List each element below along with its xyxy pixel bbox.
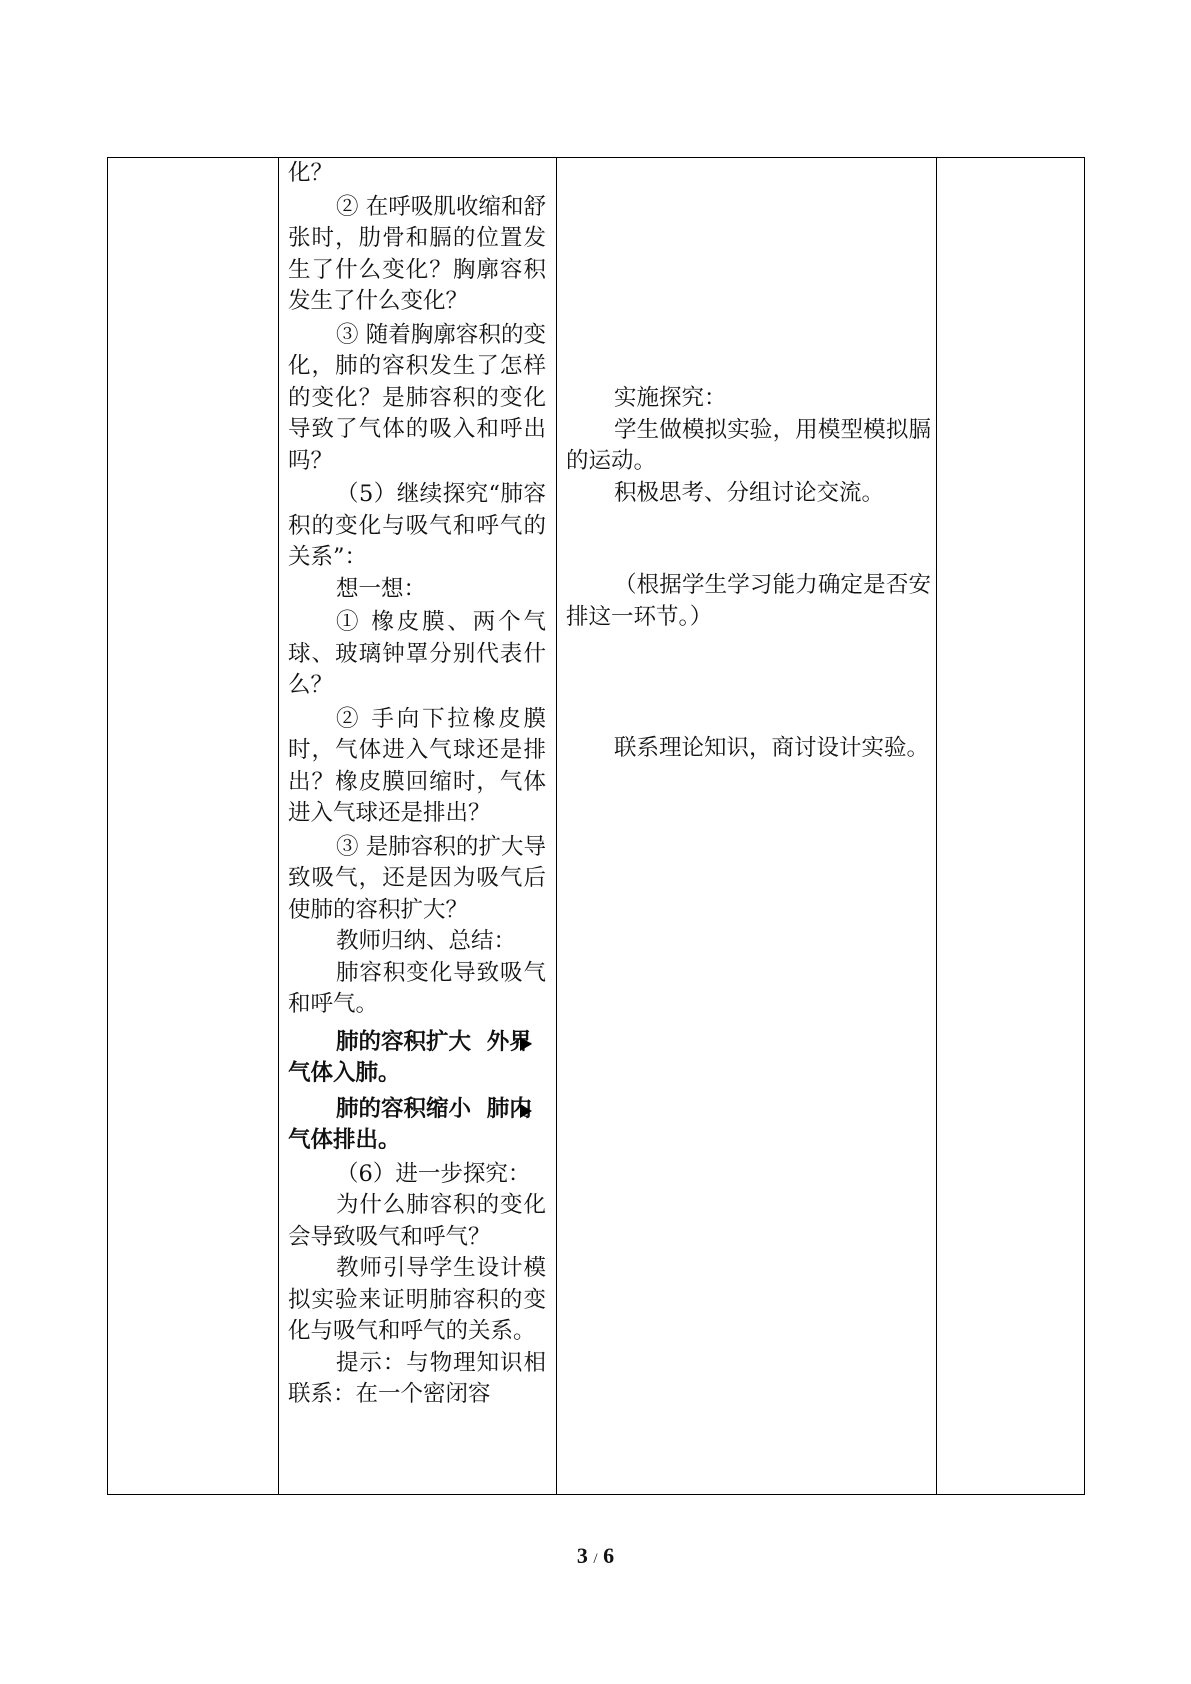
paragraph: ③ 随着胸廓容积的变化，肺的容积发生了怎样的变化？是肺容积的变化导致了气体的吸入和呼出吗？	[288, 321, 546, 474]
paragraph: 实施探究：	[614, 385, 727, 411]
paragraph: 肺容积变化导致吸气和呼气。	[288, 959, 546, 1017]
summary-result-rest: 气体入肺。	[288, 1060, 401, 1086]
summary-result: 外界	[486, 1028, 532, 1055]
page-total: 6	[603, 1543, 615, 1568]
summary-condition: 肺的容积扩大	[336, 1028, 472, 1055]
paragraph: （根据学生学习能力确定是否安排这一环节。）	[566, 572, 931, 630]
page-number	[0, 1543, 1191, 1569]
arrow-right-icon	[520, 1037, 532, 1051]
paragraph: （6）进一步探究：	[336, 1160, 531, 1187]
paragraph: 积极思考、分组讨论交流。	[614, 479, 885, 506]
paragraph: 化？	[288, 160, 334, 186]
teacher-activity-column	[288, 158, 546, 1494]
student-activity-column	[566, 158, 931, 1494]
paragraph: 为什么肺容积的变化会导致吸气和呼气？	[288, 1192, 546, 1250]
paragraph: ② 手向下拉橡皮膜时，气体进入气球还是排出？橡皮膜回缩时，气体进入气球还是排出？	[288, 705, 546, 826]
column-divider	[556, 158, 557, 1494]
paragraph: 学生做模拟实验，用模型模拟膈的运动。	[566, 416, 931, 474]
column-divider	[936, 158, 937, 1494]
paragraph: 提示：与物理知识相联系：在一个密闭容	[288, 1349, 546, 1407]
summary-condition: 肺的容积缩小	[336, 1095, 472, 1122]
student-block-explore	[566, 383, 931, 509]
paragraph: 想一想：	[336, 575, 427, 602]
paragraph: 教师引导学生设计模拟实验来证明肺容积的变化与吸气和呼气的关系。	[288, 1255, 546, 1344]
paragraph: 联系理论知识，商讨设计实验。	[614, 735, 930, 761]
lesson-plan-table	[107, 157, 1085, 1495]
paragraph: ③ 是肺容积的扩大导致吸气，还是因为吸气后使肺的容积扩大？	[288, 833, 546, 923]
paragraph: 教师归纳、总结：	[336, 928, 517, 954]
summary-result: 肺内	[486, 1095, 532, 1122]
summary-line-expand	[288, 1027, 546, 1090]
summary-line-shrink	[288, 1094, 546, 1157]
student-block-design	[566, 733, 931, 765]
paragraph: ① 橡皮膜、两个气球、玻璃钟罩分别代表什么？	[288, 609, 546, 698]
page-current: 3	[576, 1543, 588, 1568]
page-separator: /	[593, 1551, 598, 1567]
paragraph: （5）继续探究“肺容积的变化与吸气和呼气的关系”：	[288, 481, 546, 570]
student-block-note	[566, 570, 931, 633]
column-divider	[278, 158, 279, 1494]
paragraph: ② 在呼吸肌收缩和舒张时，肋骨和膈的位置发生了什么变化？胸廓容积发生了什么变化？	[288, 193, 546, 314]
arrow-right-icon	[520, 1104, 532, 1118]
summary-result-rest: 气体排出。	[288, 1127, 401, 1153]
